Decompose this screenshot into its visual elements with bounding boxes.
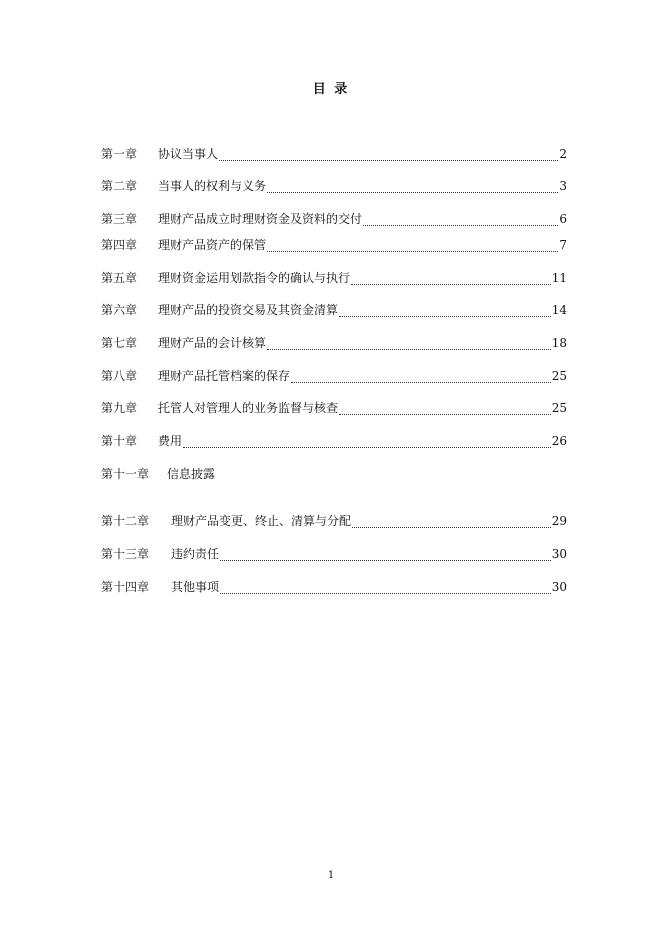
toc-title: 目 录 xyxy=(312,82,350,97)
toc-page-number: 30 xyxy=(551,580,567,594)
toc-leader-dots xyxy=(267,339,551,350)
toc-entry[interactable] xyxy=(101,270,567,286)
toc-chapter-number: 第六章 xyxy=(101,303,138,317)
toc-leader-dots xyxy=(363,215,558,226)
toc-page-number: 3 xyxy=(559,179,567,193)
toc-page-number: 26 xyxy=(551,434,567,448)
toc-chapter-number: 第九章 xyxy=(101,401,138,415)
toc-chapter-title: 理财产品的会计核算 xyxy=(158,336,267,350)
toc-chapter-number: 第十四章 xyxy=(101,580,150,594)
toc-page-number: 29 xyxy=(551,514,567,528)
toc-entry[interactable] xyxy=(101,211,567,227)
toc-entry[interactable] xyxy=(101,433,567,449)
toc-leader-dots xyxy=(352,517,551,528)
toc-chapter-number: 第十二章 xyxy=(101,514,150,528)
toc-chapter-number: 第十一章 xyxy=(101,467,150,481)
toc-entry[interactable] xyxy=(101,466,567,482)
toc-chapter-number: 第二章 xyxy=(101,179,138,193)
toc-leader-dots xyxy=(291,372,551,383)
toc-chapter-number: 第五章 xyxy=(101,271,138,285)
toc-chapter-title: 当事人的权利与义务 xyxy=(158,179,267,193)
toc-chapter-title: 理财产品的投资交易及其资金清算 xyxy=(158,303,339,317)
toc-chapter-title: 违约责任 xyxy=(171,547,220,561)
toc-leader-dots xyxy=(220,550,551,561)
toc-entry[interactable] xyxy=(101,368,567,384)
toc-chapter-number: 第十三章 xyxy=(101,547,150,561)
toc-chapter-title: 其他事项 xyxy=(171,580,220,594)
toc-page-number: 7 xyxy=(559,238,567,252)
toc-page-number: 25 xyxy=(551,401,567,415)
toc-chapter-title: 理财产品变更、终止、清算与分配 xyxy=(171,514,352,528)
toc-chapter-number: 第一章 xyxy=(101,147,138,161)
table-of-contents xyxy=(101,0,567,936)
toc-chapter-title: 理财资金运用划款指令的确认与执行 xyxy=(158,271,351,285)
toc-leader-dots xyxy=(339,404,551,415)
toc-entry[interactable] xyxy=(101,146,567,162)
toc-entry[interactable] xyxy=(101,546,567,562)
toc-chapter-number: 第七章 xyxy=(101,336,138,350)
toc-chapter-number: 第十章 xyxy=(101,434,138,448)
toc-entry[interactable] xyxy=(101,579,567,595)
toc-leader-dots xyxy=(220,583,551,594)
toc-page-number: 30 xyxy=(551,547,567,561)
toc-page-number: 14 xyxy=(551,303,567,317)
toc-page-number: 6 xyxy=(559,212,567,226)
toc-entry[interactable] xyxy=(101,400,567,416)
toc-chapter-number: 第四章 xyxy=(101,238,138,252)
page-number: 1 xyxy=(327,870,335,881)
toc-chapter-title: 理财产品成立时理财资金及资料的交付 xyxy=(158,212,363,226)
toc-entry[interactable] xyxy=(101,335,567,351)
toc-chapter-number: 第三章 xyxy=(101,212,138,226)
toc-chapter-title: 托管人对管理人的业务监督与核查 xyxy=(158,401,339,415)
toc-chapter-number: 第八章 xyxy=(101,369,138,383)
toc-chapter-title: 协议当事人 xyxy=(158,147,219,161)
toc-leader-dots xyxy=(267,182,558,193)
toc-page-number: 25 xyxy=(551,369,567,383)
toc-leader-dots xyxy=(267,241,558,252)
toc-chapter-title: 理财产品资产的保管 xyxy=(158,238,267,252)
toc-entry[interactable] xyxy=(101,178,567,194)
toc-leader-dots xyxy=(183,437,551,448)
toc-entry[interactable] xyxy=(101,513,567,529)
toc-page-number: 2 xyxy=(559,147,567,161)
toc-leader-dots xyxy=(339,306,551,317)
toc-chapter-title: 费用 xyxy=(158,434,183,448)
toc-leader-dots xyxy=(219,150,558,161)
toc-chapter-title: 信息披露 xyxy=(167,467,216,481)
toc-entry[interactable] xyxy=(101,302,567,318)
toc-page-number: 11 xyxy=(551,271,567,285)
toc-chapter-title: 理财产品托管档案的保存 xyxy=(158,369,291,383)
toc-leader-dots xyxy=(351,274,551,285)
toc-entry[interactable] xyxy=(101,237,567,253)
toc-page-number: 18 xyxy=(551,336,567,350)
